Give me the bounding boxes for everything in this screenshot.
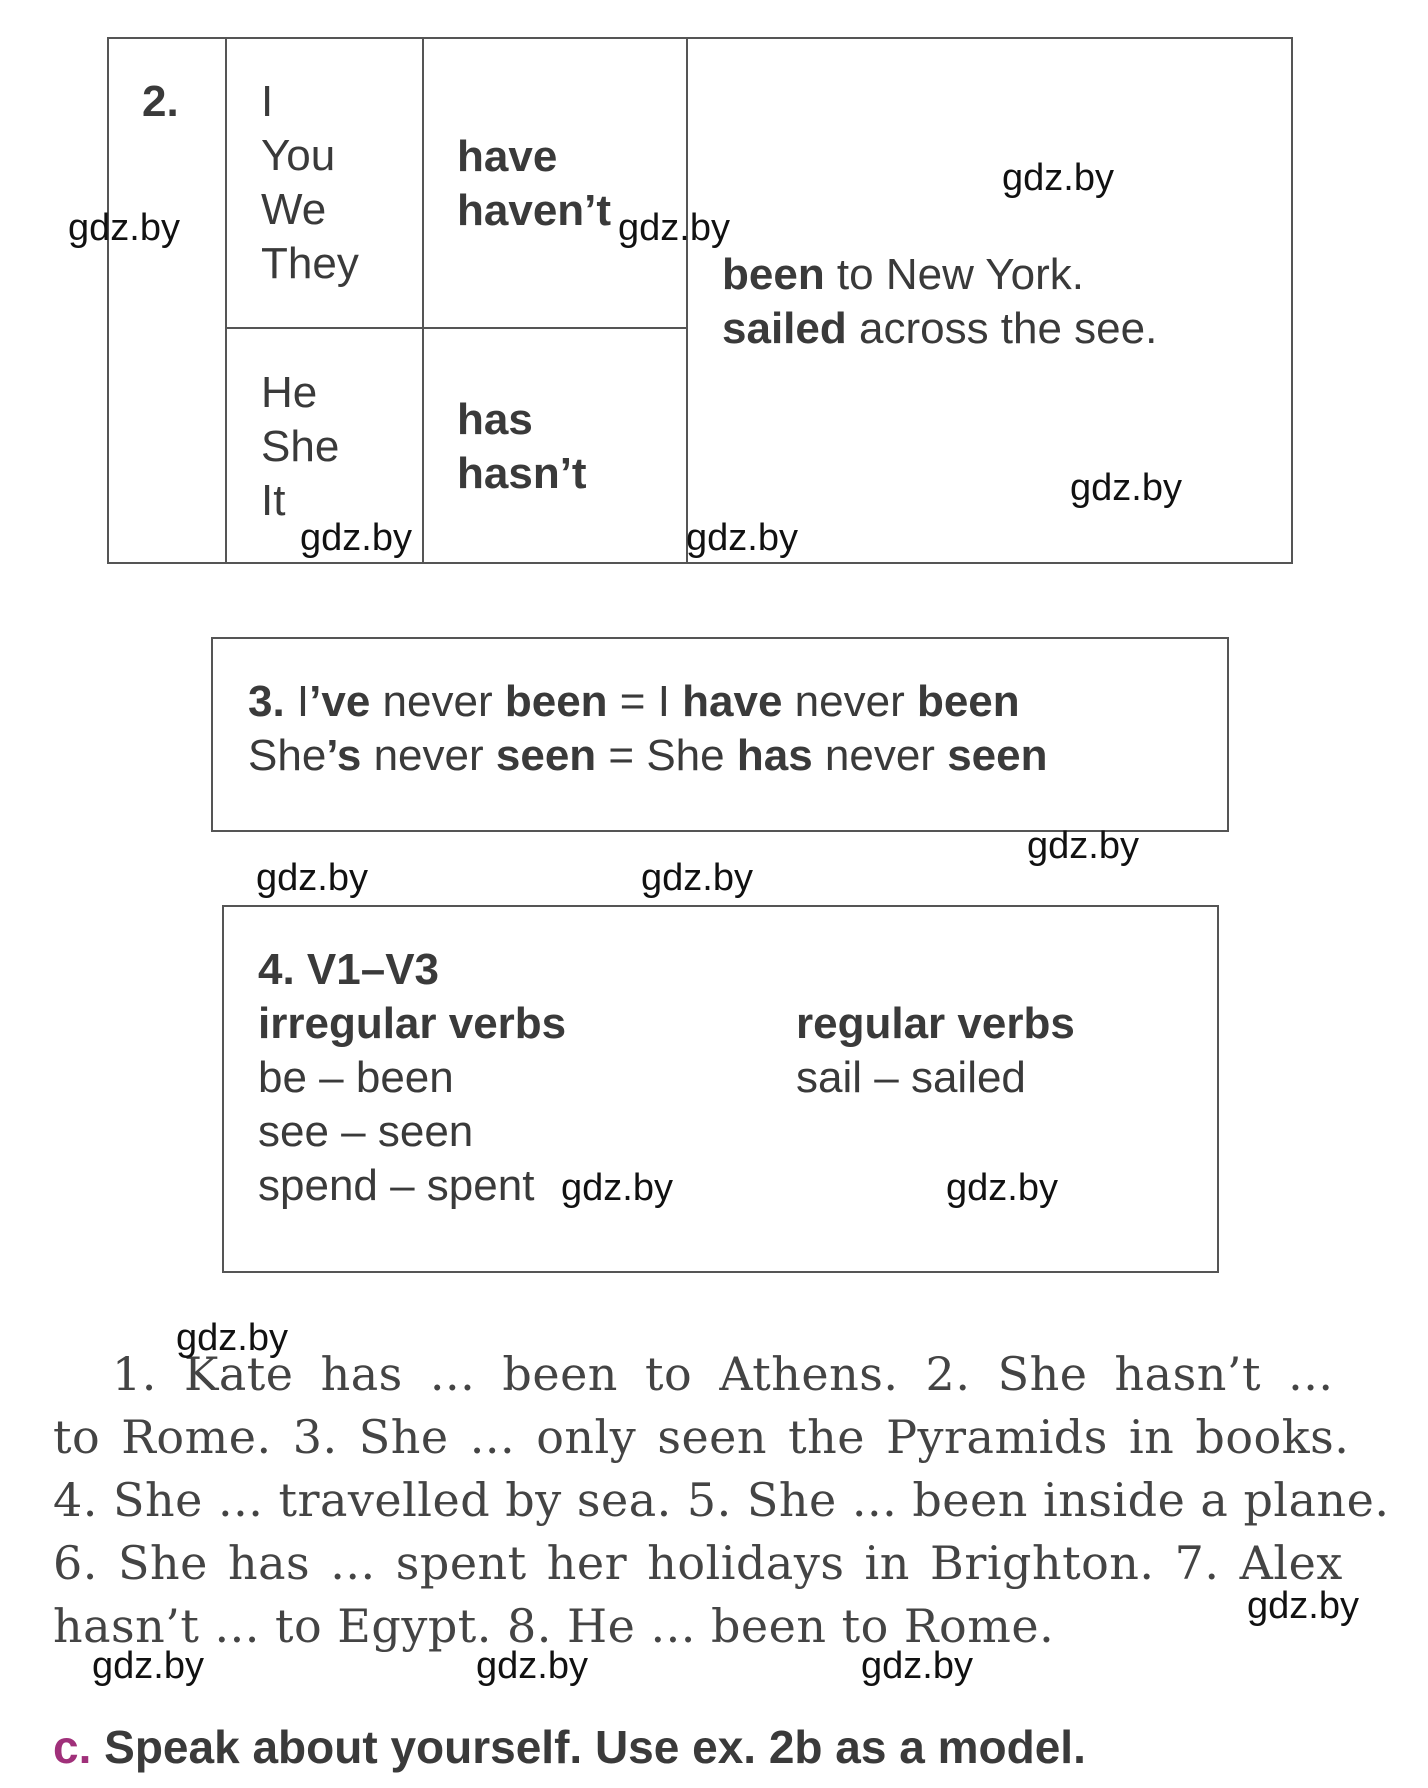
pronouns-plural bbox=[261, 75, 359, 291]
irregular-heading: irregular verbs bbox=[258, 999, 567, 1048]
task-c bbox=[53, 1720, 1086, 1774]
pronouns-singular bbox=[261, 366, 339, 528]
watermark: gdz.by bbox=[1002, 157, 1114, 199]
verbs-has bbox=[457, 393, 587, 501]
pronoun: They bbox=[261, 239, 359, 288]
verb-pair: see – seen bbox=[258, 1107, 474, 1156]
contraction-text bbox=[248, 675, 1047, 783]
phrase-line: been to New York. bbox=[722, 250, 1084, 299]
watermark: gdz.by bbox=[1027, 825, 1139, 867]
task-letter: c. bbox=[53, 1721, 92, 1773]
exercise-line: hasn’t ... to Egypt. 8. He ... been to Rome. bbox=[53, 1599, 1055, 1653]
contraction-line: 3. I’ve never been = I have never been bbox=[248, 677, 1020, 726]
verb: haven’t bbox=[457, 186, 612, 235]
watermark: gdz.by bbox=[176, 1317, 288, 1359]
exercise-line: 4. She ... travelled by sea. 5. She ... been inside a plane. bbox=[53, 1473, 1390, 1527]
verb: has bbox=[457, 395, 533, 444]
contraction-line: She’s never seen = She has never seen bbox=[248, 731, 1048, 780]
verb-pair: be – been bbox=[258, 1053, 454, 1102]
watermark: gdz.by bbox=[1247, 1585, 1359, 1627]
verb-pair: spend – spent bbox=[258, 1161, 535, 1210]
watermark: gdz.by bbox=[641, 857, 753, 899]
watermark: gdz.by bbox=[68, 207, 180, 249]
watermark: gdz.by bbox=[92, 1645, 204, 1687]
watermark: gdz.by bbox=[300, 517, 412, 559]
verb-pair: sail – sailed bbox=[796, 1053, 1026, 1102]
table-number: 2. bbox=[142, 77, 179, 126]
exercise-line: 1. Kate has ... been to Athens. 2. She hasn’t ... bbox=[112, 1347, 1334, 1401]
phrase-line: sailed across the see. bbox=[722, 304, 1158, 353]
watermark: gdz.by bbox=[861, 1645, 973, 1687]
verbs-title: 4. V1–V3 bbox=[258, 945, 440, 994]
watermark: gdz.by bbox=[256, 857, 368, 899]
verb: have bbox=[457, 132, 558, 181]
participle-phrases bbox=[722, 248, 1157, 356]
pronoun: We bbox=[261, 185, 327, 234]
watermark: gdz.by bbox=[946, 1167, 1058, 1209]
regular-verbs-column bbox=[796, 997, 1075, 1105]
irregular-verbs-column bbox=[258, 997, 566, 1213]
verb: hasn’t bbox=[457, 449, 587, 498]
watermark: gdz.by bbox=[686, 517, 798, 559]
watermark: gdz.by bbox=[1070, 467, 1182, 509]
pronoun: You bbox=[261, 131, 336, 180]
regular-heading: regular verbs bbox=[796, 999, 1075, 1048]
pronoun: She bbox=[261, 422, 340, 471]
pronoun: I bbox=[261, 77, 274, 126]
watermark: gdz.by bbox=[618, 207, 730, 249]
pronoun: It bbox=[261, 476, 286, 525]
watermark: gdz.by bbox=[561, 1167, 673, 1209]
watermark: gdz.by bbox=[476, 1645, 588, 1687]
verbs-have bbox=[457, 130, 611, 238]
pronoun: He bbox=[261, 368, 318, 417]
exercise-line: to Rome. 3. She ... only seen the Pyramids in books. bbox=[53, 1410, 1350, 1464]
exercise-line: 6. She has ... spent her holidays in Brighton. 7. Alex bbox=[53, 1536, 1343, 1590]
task-instruction: Speak about yourself. Use ex. 2b as a model. bbox=[104, 1721, 1086, 1773]
